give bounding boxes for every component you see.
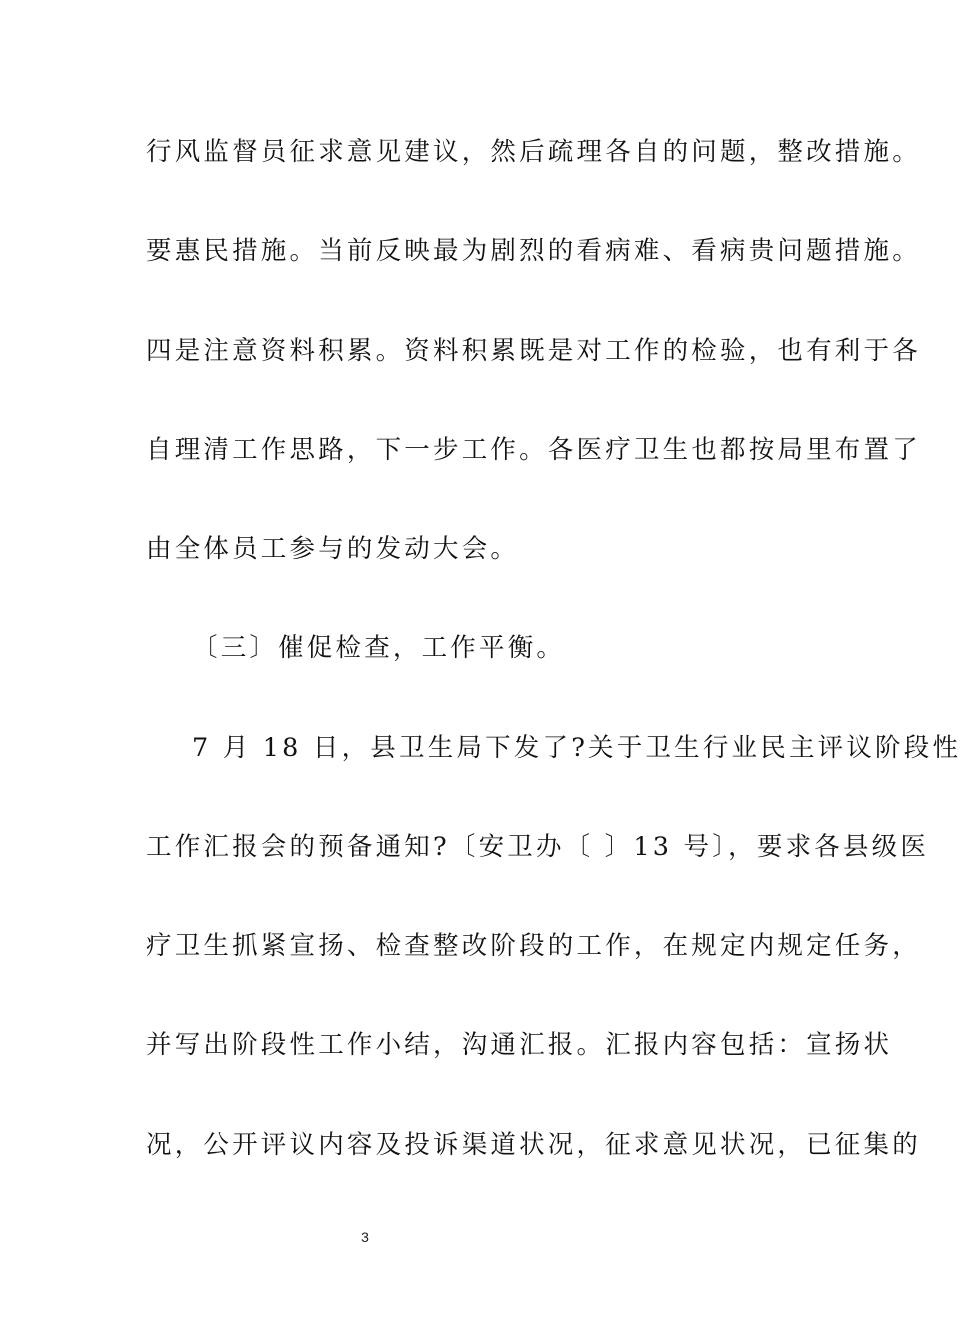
section-heading-three: 〔三〕催促检查，工作平衡。 [192, 633, 566, 663]
paragraph-line-7: 7 月 18 日，县卫生局下发了?关于卫生行业民主评议阶段性 [192, 733, 961, 763]
paragraph-line-1: 行风监督员征求意见建议，然后疏理各自的问题，整改措施。 [146, 137, 921, 167]
page-number: 3 [361, 1229, 369, 1245]
paragraph-line-11: 况，公开评议内容及投诉渠道状况，征求意见状况，已征集的 [146, 1130, 921, 1160]
paragraph-line-4: 自理清工作思路，下一步工作。各医疗卫生也都按局里布置了 [146, 435, 921, 465]
paragraph-line-10: 并写出阶段性工作小结，沟通汇报。汇报内容包括：宣扬状 [146, 1030, 893, 1060]
paragraph-line-5: 由全体员工参与的发动大会。 [146, 534, 520, 564]
paragraph-line-9: 疗卫生抓紧宣扬、检查整改阶段的工作，在规定内规定任务， [146, 931, 921, 961]
paragraph-line-8: 工作汇报会的预备通知?〔安卫办〔 〕13 号〕，要求各县级医 [146, 832, 930, 862]
paragraph-line-2: 要惠民措施。当前反映最为剧烈的看病难、看病贵问题措施。 [146, 236, 921, 266]
paragraph-line-3: 四是注意资料积累。资料积累既是对工作的检验，也有利于各 [146, 336, 921, 366]
